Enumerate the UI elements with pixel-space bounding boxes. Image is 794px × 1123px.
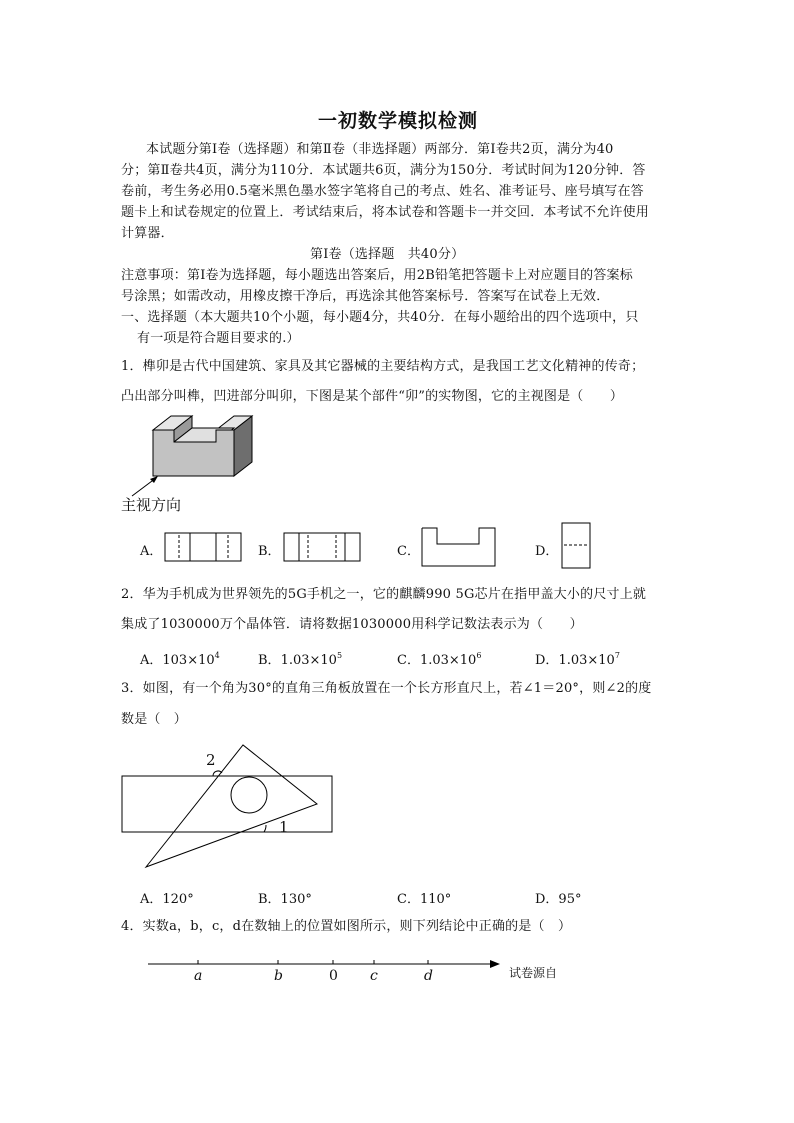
option-d: D．95° [535,892,582,907]
option-a: A．120° [140,892,194,907]
question-3-line: 数是（ ） [121,712,188,727]
intro-line: 计算器． [121,226,174,241]
option-a [140,649,220,668]
axis-label-b: b [274,968,283,984]
notice-line: 号涂黑；如需改动，用橡皮擦干净后，再选涂其他答案标号．答案写在试卷上无效． [121,289,610,304]
part-heading: 一、选择题（本大题共10个小题，每小题4分，共40分．在每小题给出的四个选项中，只 [121,310,639,325]
axis-label-d: d [424,968,433,984]
option-exponent: 6 [476,651,482,660]
question-1-line: 凸出部分叫榫，凹进部分叫卯，下图是某个部件“卯”的实物图，它的主视图是（ ） [121,389,624,404]
section-heading: 第Ⅰ卷（选择题 共40分） [310,247,465,262]
option-c-figure [421,526,501,568]
option-c: C．110° [397,892,452,907]
angle-1-label: 1 [279,818,289,836]
question-3-line: 3．如图，有一个角为30°的直角三角板放置在一个长方形直尺上，若∠1＝20°，则∠2的度 [121,681,652,696]
intro-line: 本试题分第Ⅰ卷（选择题）和第Ⅱ卷（非选择题）两部分．第Ⅰ卷共2页，满分为40 [146,142,614,157]
option-b: B．130° [258,892,312,907]
option-base: 1.03×10 [558,653,615,668]
option-label: D． [535,653,559,668]
option-a-figure [164,532,244,562]
intro-line: 题卡上和试卷规定的位置上．考试结束后，将本试卷和答题卡一并交回．本考试不允许使用 [121,205,650,220]
view-direction-label: 主视方向 [121,496,182,514]
watermark-text: 试卷源自 [509,966,558,980]
question-4-line: 4．实数a，b，c，d在数轴上的位置如图所示，则下列结论中正确的是（ ） [121,919,572,934]
option-a-label: A． [140,544,163,559]
option-label: C． [397,653,420,668]
triangle-ruler-figure [118,740,338,872]
option-exponent: 4 [214,651,220,660]
option-c [397,649,481,668]
option-exponent: 7 [614,651,620,660]
option-base: 1.03×10 [419,653,477,668]
intro-line: 卷前，考生务必用0.5毫米黑色墨水签字笔将自己的考点、姓名、准考证号、座号填写在答 [121,184,644,199]
option-label: A． [140,653,163,668]
question-2-line: 2．华为手机成为世界领先的5G手机之一，它的麒麟990 5G芯片在指甲盖大小的尺寸上就 [121,587,647,602]
option-base: 103×10 [162,653,215,668]
part-heading: 有一项是符合题目要求的.） [137,331,300,346]
option-base: 1.03×10 [280,653,337,668]
option-exponent: 5 [336,651,343,660]
option-b [258,649,342,668]
axis-label-zero: 0 [329,968,338,984]
axis-label-c: c [370,968,378,984]
option-b-figure [283,532,363,562]
option-c-label: C． [397,544,420,559]
axis-label-a: a [194,968,203,984]
option-d-figure [561,522,593,570]
notice-line: 注意事项：第Ⅰ卷为选择题，每小题选出答案后，用2B铅笔把答题卡上对应题目的答案标 [121,268,633,283]
page-title: 一初数学模拟检测 [318,110,479,132]
question-2-line: 集成了1030000万个晶体管．请将数据1030000用科学记数法表示为（ ） [121,617,583,632]
intro-line: 分；第Ⅱ卷共4页，满分为110分．本试题共6页，满分为150分．考试时间为120分钟．答 [121,163,646,178]
option-b-label: B． [258,544,281,559]
option-d [535,649,620,668]
angle-2-label: 2 [206,751,216,769]
option-d-label: D． [535,544,559,559]
mortise-3d-figure [120,412,270,502]
option-label: B． [258,653,281,668]
question-1-line: 1．榫卯是古代中国建筑、家具及其它器械的主要结构方式，是我国工艺文化精神的传奇； [121,359,645,374]
